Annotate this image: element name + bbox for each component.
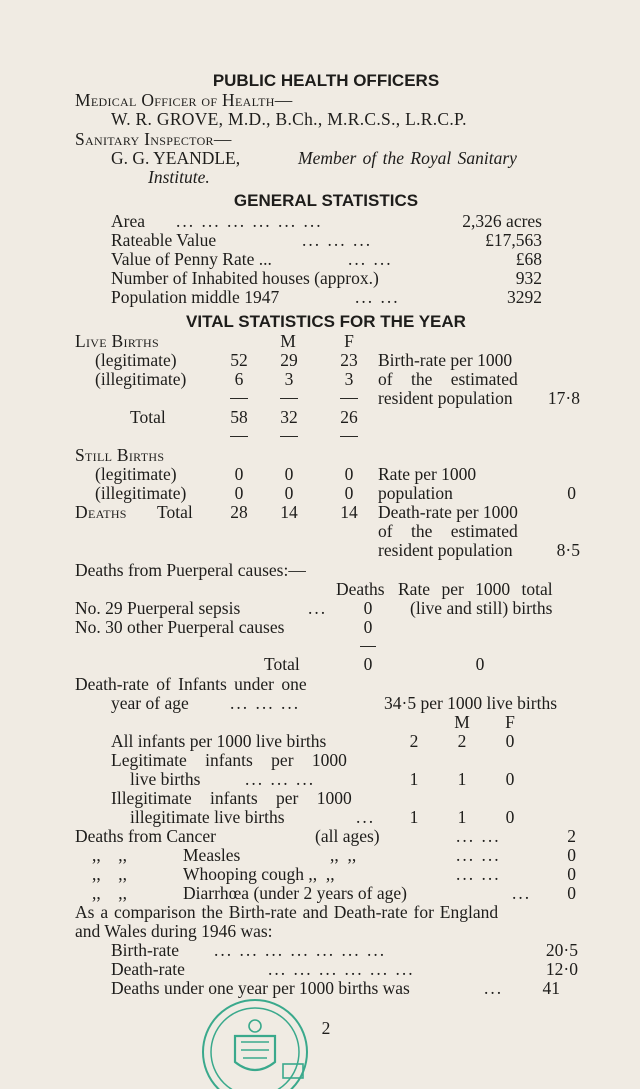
comparison-text: As a comparison the Birth-rate and Death-rate for England <box>75 902 499 922</box>
general-heading: GENERAL STATISTICS <box>233 191 419 210</box>
cell-total: 2 <box>409 731 419 751</box>
puerperal-total-label: Total <box>264 654 300 674</box>
column-f-header: F <box>505 712 515 732</box>
ditto-marks: ,, ,, <box>92 845 127 865</box>
comparison-value: 12·0 <box>545 959 578 979</box>
death-rate-label: of the estimated <box>378 521 518 541</box>
puerperal-heading: Deaths from Puerperal causes:— <box>75 560 306 580</box>
cell-total: 0 <box>234 483 244 503</box>
leader-dots: ... ... <box>456 864 501 884</box>
comparison-value: 20·5 <box>545 940 578 960</box>
cause-label: Deaths from Cancer <box>75 826 216 846</box>
comparison-label: Death-rate <box>111 959 185 979</box>
cause-value: 0 <box>567 864 576 884</box>
birth-rate-value: 17·8 <box>547 388 580 408</box>
live-births-label: Live Births <box>75 331 159 351</box>
general-label: Population middle 1947 <box>111 287 280 307</box>
sum-rule <box>340 436 358 437</box>
puerperal-total-deaths: 0 <box>363 654 373 674</box>
still-rate-value: 0 <box>567 483 576 503</box>
row-label: (legitimate) <box>95 464 177 484</box>
general-value: 932 <box>515 268 542 288</box>
sum-rule <box>280 436 298 437</box>
leader-dots: ... ... <box>348 249 393 269</box>
cause-qualifier: (all ages) <box>315 826 380 846</box>
comparison-text-cont: and Wales during 1946 was: <box>75 921 273 941</box>
leader-dots: ... ... ... ... ... ... <box>268 959 415 979</box>
cause-value: 2 <box>567 826 576 846</box>
ditto-marks: ,, ,, <box>92 864 127 884</box>
cell-m: 32 <box>280 407 298 427</box>
birth-rate-label: resident population <box>378 388 513 408</box>
cell-total: 1 <box>409 807 419 827</box>
cell-f: 14 <box>340 502 358 522</box>
officers-heading: PUBLIC HEALTH OFFICERS <box>212 71 440 90</box>
death-rate-label: Death-rate per 1000 <box>378 502 518 522</box>
si-description: Member of the Royal Sanitary <box>298 148 517 168</box>
leader-dots: ... ... ... <box>302 230 373 250</box>
ditto-marks: ,, ,, <box>92 883 127 903</box>
leader-dots: ... <box>308 598 328 618</box>
infant-heading: Death-rate of Infants under one <box>75 674 307 694</box>
puerperal-row-label: No. 30 other Puerperal causes <box>75 617 285 637</box>
leader-dots: ... <box>356 807 376 827</box>
cell-f: 0 <box>505 731 515 751</box>
cell-f: 23 <box>340 350 358 370</box>
cell-total: 28 <box>230 502 248 522</box>
si-name: G. G. YEANDLE, <box>111 148 241 168</box>
cell-m: 1 <box>457 769 467 789</box>
general-label: Area <box>111 211 146 231</box>
si-description-cont: Institute. <box>148 167 210 187</box>
leader-dots: ... ... <box>456 826 501 846</box>
cell-total: 1 <box>409 769 419 789</box>
leader-dots: ... ... ... ... ... ... ... <box>214 940 387 960</box>
cause-label: Diarrhœa (under 2 years of age) <box>183 883 407 903</box>
comparison-value: 41 <box>542 978 560 998</box>
cell-total: 6 <box>234 369 244 389</box>
cell-f: 0 <box>344 464 354 484</box>
infant-row-label-cont: illegitimate live births <box>130 807 285 827</box>
sum-rule <box>340 398 358 399</box>
cell-f: 0 <box>344 483 354 503</box>
comparison-label: Deaths under one year per 1000 births was <box>111 978 410 998</box>
cause-label: Whooping cough ,, ,, <box>183 864 335 884</box>
cell-m: 0 <box>284 464 294 484</box>
moh-name: W. R. GROVE, M.D., B.Ch., M.R.C.S., L.R.C.P. <box>111 109 467 129</box>
infant-rate: 34·5 per 1000 live births <box>384 693 558 713</box>
cell-total: 58 <box>230 407 248 427</box>
cell-f: 26 <box>340 407 358 427</box>
vital-heading: VITAL STATISTICS FOR THE YEAR <box>186 312 466 331</box>
infant-heading-cont: year of age <box>111 693 189 713</box>
general-label: Rateable Value <box>111 230 217 250</box>
cell-f: 3 <box>344 369 354 389</box>
moh-title: Medical Officer of Health— <box>75 90 293 110</box>
cell-f: 0 <box>505 807 515 827</box>
sum-rule <box>280 398 298 399</box>
row-label: (illegitimate) <box>95 483 187 503</box>
still-rate-label: population <box>378 483 453 503</box>
sum-rule <box>230 398 248 399</box>
si-title: Sanitary Inspector— <box>75 129 232 149</box>
puerperal-total-rate: 0 <box>475 654 485 674</box>
column-f-header: F <box>344 331 354 351</box>
still-births-label: Still Births <box>75 445 165 465</box>
leader-dots: ... ... <box>456 845 501 865</box>
death-rate-label: resident population <box>378 540 513 560</box>
birth-rate-label: of the estimated <box>378 369 518 389</box>
cause-value: 0 <box>567 845 576 865</box>
infant-row-label-cont: live births <box>130 769 201 789</box>
sum-rule <box>360 646 376 647</box>
sum-rule <box>230 436 248 437</box>
column-m-header: M <box>454 712 470 732</box>
leader-dots: ... ... ... ... ... ... <box>176 211 323 231</box>
leader-dots: ... <box>512 883 532 903</box>
leader-dots: ... ... <box>355 287 400 307</box>
cell-m: 2 <box>457 731 467 751</box>
puerperal-deaths: 0 <box>363 617 373 637</box>
cell-m: 29 <box>280 350 298 370</box>
puerperal-deaths-header: Deaths <box>336 579 385 599</box>
general-value: £68 <box>515 249 542 269</box>
cell-m: 1 <box>457 807 467 827</box>
leader-dots: ... ... ... <box>230 693 301 713</box>
cell-m: 3 <box>284 369 294 389</box>
cause-label: Measles <box>183 845 241 865</box>
leader-dots: ... <box>484 978 504 998</box>
puerperal-row-label: No. 29 Puerperal sepsis <box>75 598 241 618</box>
puerperal-deaths: 0 <box>363 598 373 618</box>
general-value: £17,563 <box>485 230 542 250</box>
page-number: 2 <box>321 1018 331 1038</box>
death-rate-value: 8·5 <box>556 540 580 560</box>
general-label: Value of Penny Rate ... <box>111 249 272 269</box>
general-value: 2,326 acres <box>462 211 542 231</box>
general-value: 3292 <box>507 287 542 307</box>
cell-total: 52 <box>230 350 248 370</box>
library-stamp-icon <box>199 996 311 1089</box>
deaths-label: Deaths <box>75 502 127 522</box>
column-m-header: M <box>280 331 296 351</box>
row-label: (legitimate) <box>95 350 177 370</box>
infant-row-label: Legitimate infants per 1000 <box>111 750 347 770</box>
infant-row-label: All infants per 1000 live births <box>111 731 327 751</box>
cell-m: 14 <box>280 502 298 522</box>
cell-f: 0 <box>505 769 515 789</box>
ditto-marks: ,, ,, <box>330 845 357 865</box>
cell-m: 0 <box>284 483 294 503</box>
general-label: Number of Inhabited houses (approx.) <box>111 268 379 288</box>
cause-value: 0 <box>567 883 576 903</box>
comparison-label: Birth-rate <box>111 940 180 960</box>
still-rate-label: Rate per 1000 <box>378 464 477 484</box>
total-label: Total <box>130 407 166 427</box>
row-label: (illegitimate) <box>95 369 187 389</box>
birth-rate-label: Birth-rate per 1000 <box>378 350 513 370</box>
infant-row-label: Illegitimate infants per 1000 <box>111 788 352 808</box>
leader-dots: ... ... ... <box>245 769 316 789</box>
puerperal-rate-header: Rate per 1000 total <box>398 579 553 599</box>
deaths-total-label: Total <box>157 502 193 522</box>
cell-total: 0 <box>234 464 244 484</box>
puerperal-rate-header: (live and still) births <box>410 598 553 618</box>
